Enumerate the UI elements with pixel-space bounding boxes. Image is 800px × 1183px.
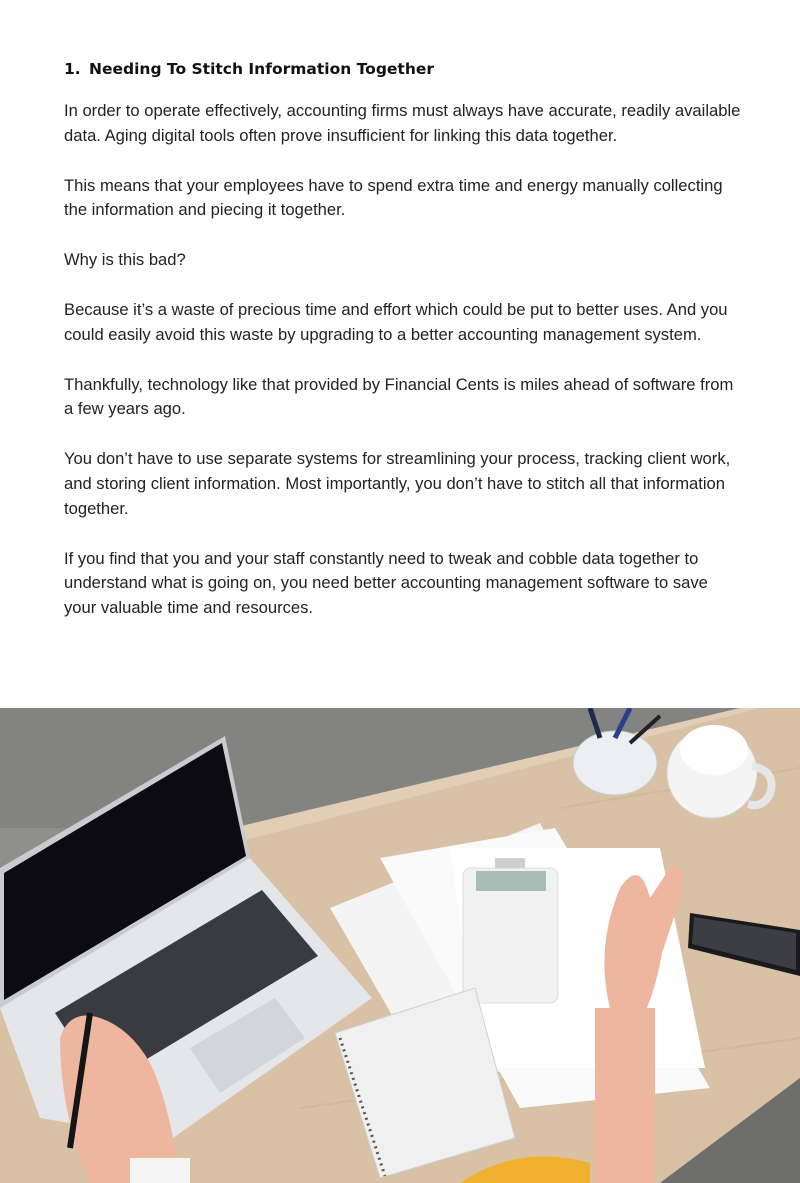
section-title: Needing To Stitch Information Together [89, 60, 435, 78]
paragraph-7: If you find that you and your staff constantly need to tweak and cobble data together to understand what is going on, you need better accounting management software to save your valuable time and resources. [64, 548, 708, 618]
paragraph-2: This means that your employees have to spend extra time and energy manually collecting the information and piecing it together. [64, 175, 723, 220]
paragraph-1: In order to operate effectively, accounting firms must always have accurate, readily available data. Aging digital tools often prove insufficient for linking this data together. [64, 101, 741, 145]
calculator-display [476, 871, 546, 891]
wristwatch [130, 1158, 190, 1183]
desk-photo [0, 708, 800, 1183]
article-body [64, 60, 744, 646]
paragraph-5: Thankfully, technology like that provided by Financial Cents is miles ahead of software from a few years ago. [64, 374, 734, 419]
section-heading [64, 60, 744, 78]
paragraph-4: Because it’s a waste of precious time and effort which could be put to better uses. And you could easily avoid this waste by upgrading to a better accounting management system. [64, 299, 728, 344]
calculator [463, 858, 558, 1003]
desk-illustration [0, 708, 800, 1183]
paragraph-6: You don’t have to use separate systems for streamlining your process, tracking client work, and storing client information. Most importantly, you don’t have to stitch all that information together. [64, 449, 731, 518]
paragraph-3: Why is this bad? [64, 250, 186, 270]
section-number: 1. [64, 60, 81, 78]
